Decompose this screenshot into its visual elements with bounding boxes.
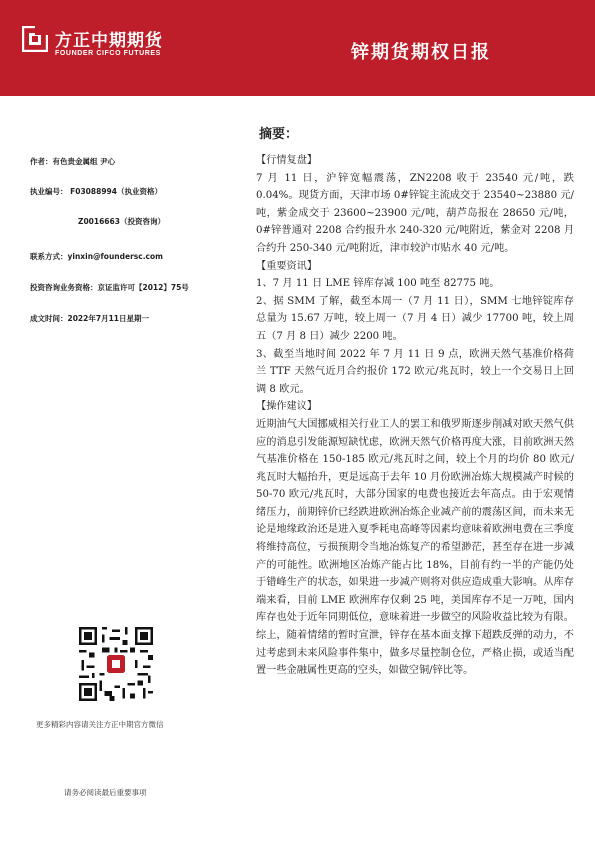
report-header	[0, 0, 595, 96]
wechat-qr-code-icon	[79, 627, 153, 701]
consult-number: Z0016663（投资咨询）	[78, 217, 165, 226]
contact-email[interactable]: 联系方式：yinxin@foundersc.com	[30, 252, 163, 261]
business-qualification: 投资咨询业务资格：京证监许可【2012】75号	[30, 283, 189, 292]
summary-heading: 摘要：	[259, 127, 299, 142]
author-line: 作者：有色贵金属组 尹心	[30, 157, 116, 166]
company-logo	[22, 24, 192, 74]
news-item: 2、据 SMM 了解，截至本周一（7 月 11 日），SMM 七地锌锭库存总量为 15.67 万吨，较上周一（7 月 4 日）减少 17700 吨，较上周五（7 月 8 日）减少 2200 吨。	[256, 295, 574, 342]
license-number: 执业编号： F03088994（执业资格）	[30, 187, 162, 196]
news-item: 3、截至当地时间 2022 年 7 月 11 日 9 点，欧洲天然气基准价格荷兰 TTF 天然气近月合约报价 172 欧元/兆瓦时，较上一个交易日上回调 8 欧元。	[256, 348, 574, 395]
key-news-heading: 【重要资讯】	[256, 260, 318, 272]
founder-logo-icon	[22, 26, 48, 52]
trading-advice-heading: 【操作建议】	[256, 401, 318, 413]
market-review-heading: 【行情复盘】	[256, 155, 318, 166]
logo-chinese-name: 方正中期期货	[55, 31, 163, 51]
logo-english-name: FOUNDER CIFCO FUTURES	[55, 50, 161, 57]
market-review-text: 7 月 11 日，沪锌宽幅震荡，ZN2208 收于 23540 元/吨，跌 0.04%。现货方面，天津市场 0#锌锭主流成交于 23540~23880 元/吨，紫金成交于 23600~23900 元/吨，葫芦岛报在 28650 元/吨，0#锌普通对 2208 合约报升水 240-320 元/吨附近，紫金对 2208 月合约升 250-340 元/吨附近，津市较沪市贴水 40 元/吨。	[256, 172, 574, 254]
trading-advice-text: 近期油气大国挪威相关行业工人的罢工和俄罗斯逐步削减对欧天然气供应的消息引发能源短缺忧虑，欧洲天然气价格再度大涨，目前欧洲天然气基准价格在 150-185 欧元/兆瓦时之间，较上个月的均价 80 欧元/兆瓦时大幅抬升，更是远高于去年 10 月份欧洲冶炼大规模减产时候的 50-70 欧元/兆瓦时，大部分国家的电费也接近去年高点。由于宏观情绪压力，前期锌价已经跌进欧洲冶炼企业减产前的震荡区间，而未来无论是地缘政治还是进入夏季耗电高峰等因素均意味着欧洲电费在三季度将维持高位，亏损预期令当地冶炼复产的希望渺茫，甚至存在进一步减产的可能性。欧洲地区冶炼产能占比 18%，目前有约一半的产能仍处于错峰生产的状态，如果进一步减产则将对供应造成重大影响。从库存端来看，目前 LME 欧洲库存仅剩 25 吨，美国库存不足一万吨，国内库存也处于近年同期低位，意味着进一步做空的风险收益比较为有限。综上，随着情绪的暂时宣泄，锌存在基本面支撑下超跌反弹的动力，不过考虑到未来风险事件集中，做多尽量控制仓位，严格止损，或适当配置一些金融属性更高的空头，如做空铜/锌比等。	[256, 418, 574, 677]
report-date: 成文时间：2022年7月11日星期一	[30, 314, 150, 323]
qr-caption: 更多精彩内容请关注方正中期官方微信	[36, 720, 164, 729]
disclaimer-note: 请务必阅读最后重要事项	[64, 788, 147, 797]
report-title: 锌期货期权日报	[351, 42, 491, 63]
summary-body	[256, 152, 574, 680]
news-item: 1、7 月 11 日 LME 锌库存减 100 吨至 82775 吨。	[256, 278, 500, 290]
